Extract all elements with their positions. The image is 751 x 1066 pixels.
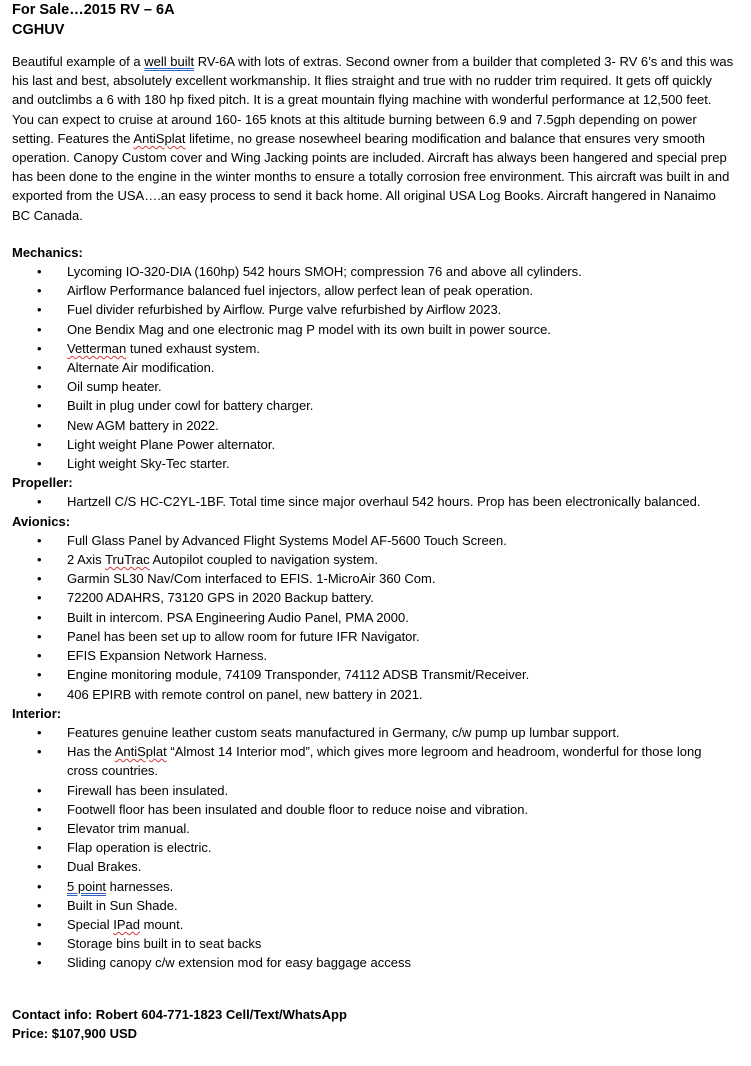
spell-flag-vetterman[interactable]: Vetterman: [67, 340, 127, 356]
intro-text-3: lifetime, no grease nosewheel bearing modification and balance that ensures very smooth operation. Canopy Custom cover and Wing Jacking points are included. Aircraft has always been hangered and special prep has been done to the engine in the winter months to ensure a totally corrosion free environment. This aircraft was built in and exported from the USA….an easy process to send it back home. All original USA Log Books. Aircraft hangered in Nanaimo BC Canada.: [12, 130, 730, 223]
list-item: • Alternate Air modification.: [12, 358, 734, 377]
mechanics-list: [12, 262, 734, 473]
avionics-list: [12, 531, 734, 704]
list-item: • Dual Brakes.: [12, 857, 734, 876]
list-item: [12, 877, 734, 896]
propeller-list: [12, 492, 734, 511]
list-item: • Full Glass Panel by Advanced Flight Systems Model AF-5600 Touch Screen.: [12, 531, 734, 550]
document-page: [12, 1, 734, 1043]
list-item: • Firewall has been insulated.: [12, 781, 734, 800]
spell-flag-antisplat-interior[interactable]: AntiSplat: [114, 744, 167, 760]
list-item: • Panel has been set up to allow room for future IFR Navigator.: [12, 627, 734, 646]
list-item: • Sliding canopy c/w extension mod for easy baggage access: [12, 953, 734, 972]
list-item: [12, 550, 734, 569]
list-item: • Light weight Plane Power alternator.: [12, 435, 734, 454]
intro-text-2: RV-6A with lots of extras. Second owner from a builder that completed 3- RV 6’s and this was his last and best, absolutely excellent workmanship. It flies straight and true with no rudder trim required. It gets off quickly and outclimbs a 6 with 180 hp fixed pitch. It is a great mountain flying machine with wonderful performance at 12,500 feet. You can expect to cruise at around 160- 165 knots at this altitude burning between 6.9 and 7.5gph depending on power setting. Features the: [12, 54, 734, 146]
list-item-text: 2 Axis: [67, 552, 106, 568]
list-item-text: mount.: [140, 916, 184, 932]
list-item: [12, 339, 734, 358]
list-item: • Flap operation is electric.: [12, 838, 734, 857]
propeller-heading: Propeller:: [12, 475, 73, 491]
list-item-text: Special: [67, 916, 114, 932]
interior-heading: Interior:: [12, 705, 62, 721]
list-item: • 72200 ADAHRS, 73120 GPS in 2020 Backup battery.: [12, 588, 734, 607]
grammar-flag-well-built[interactable]: well built: [144, 54, 195, 69]
list-item: • 406 EPIRB with remote control on panel, new battery in 2021.: [12, 685, 734, 704]
registration: CGHUV: [12, 21, 65, 38]
spell-flag-antisplat[interactable]: AntiSplat: [133, 130, 186, 146]
list-item: • Garmin SL30 Nav/Com interfaced to EFIS. 1-MicroAir 360 Com.: [12, 569, 734, 588]
price: Price: $107,900 USD: [12, 1025, 138, 1041]
grammar-flag-5-point[interactable]: 5 point: [67, 878, 107, 894]
list-item: • Fuel divider refurbished by Airflow. Purge valve refurbished by Airflow 2023.: [12, 300, 734, 319]
list-item: • Built in intercom. PSA Engineering Audio Panel, PMA 2000.: [12, 608, 734, 627]
list-item: • One Bendix Mag and one electronic mag P model with its own built in power source.: [12, 320, 734, 339]
list-item-text: Autopilot coupled to navigation system.: [149, 552, 378, 568]
list-item-text: Has the: [67, 744, 115, 760]
list-item: • Features genuine leather custom seats manufactured in Germany, c/w pump up lumbar support.: [12, 723, 734, 742]
list-item: • Hartzell C/S HC-C2YL-1BF. Total time since major overhaul 542 hours. Prop has been electronically balanced.: [12, 492, 734, 511]
list-item-text: harnesses.: [106, 878, 174, 894]
list-item: [12, 915, 734, 934]
list-item: • Built in Sun Shade.: [12, 896, 734, 915]
list-item: [12, 742, 734, 780]
intro-paragraph: [12, 52, 734, 225]
list-item: • Light weight Sky-Tec starter.: [12, 454, 734, 473]
intro-text-1: Beautiful example of a: [12, 54, 145, 69]
list-item: • Elevator trim manual.: [12, 819, 734, 838]
list-item: • EFIS Expansion Network Harness.: [12, 646, 734, 665]
spell-flag-ipad[interactable]: IPad: [113, 916, 140, 932]
list-item-text: tuned exhaust system.: [126, 340, 260, 356]
list-item: • Oil sump heater.: [12, 377, 734, 396]
mechanics-heading: Mechanics:: [12, 244, 83, 260]
list-item: • Built in plug under cowl for battery charger.: [12, 396, 734, 415]
page-title: For Sale…2015 RV – 6A: [12, 2, 175, 18]
spell-flag-trutrac[interactable]: TruTrac: [105, 552, 150, 568]
list-item: • Engine monitoring module, 74109 Transponder, 74112 ADSB Transmit/Receiver.: [12, 665, 734, 684]
list-item: • Footwell floor has been insulated and double floor to reduce noise and vibration.: [12, 800, 734, 819]
list-item: • Airflow Performance balanced fuel injectors, allow perfect lean of peak operation.: [12, 281, 734, 300]
list-item-text: “Almost 14 Interior mod”, which gives more legroom and headroom, wonderful for those long cross countries.: [67, 744, 702, 779]
list-item: • Lycoming IO-320-DIA (160hp) 542 hours SMOH; compression 76 and above all cylinders.: [12, 262, 734, 281]
avionics-heading: Avionics:: [12, 513, 71, 529]
contact-info: Contact info: Robert 604-771-1823 Cell/Text/WhatsApp: [12, 1006, 347, 1022]
list-item: • New AGM battery in 2022.: [12, 416, 734, 435]
interior-list: [12, 723, 734, 973]
list-item: • Storage bins built in to seat backs: [12, 934, 734, 953]
